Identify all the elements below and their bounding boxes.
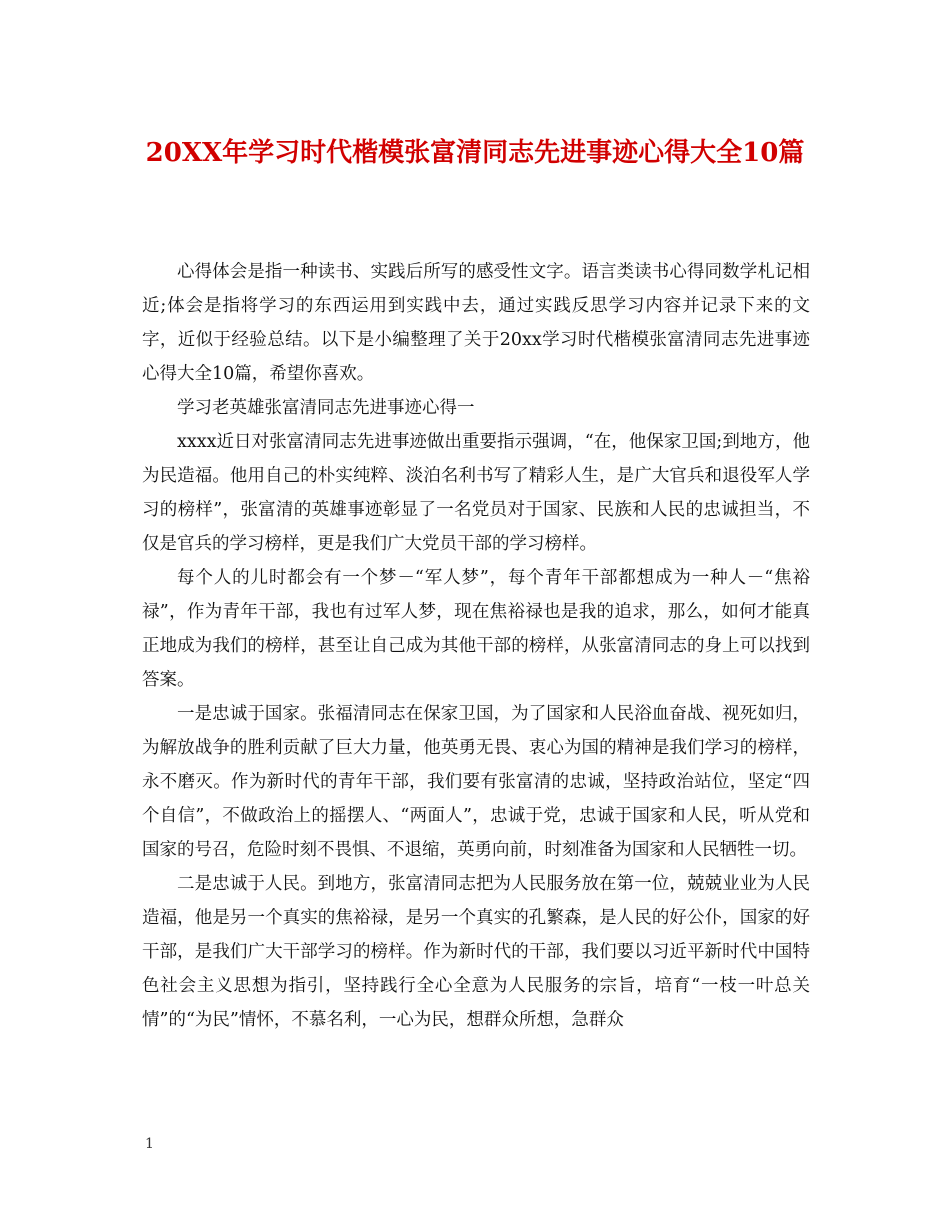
body-paragraph: xxxx近日对张富清同志先进事迹做出重要指示强调，“在，他保家卫国;到地方，他为民造福。他用自己的朴实纯粹、淡泊名利书写了精彩人生，是广大官兵和退役军人学习的榜样”，张富清的英雄事迹彰显了一名党员对于国家、民族和人民的忠诚担当，不仅是官兵的学习榜样，更是我们广大党员干部的学习榜样。 [142, 432, 810, 554]
page-number: 1 [145, 1136, 154, 1152]
section-heading: 学习老英雄张富清同志先进事迹心得一 [177, 398, 475, 418]
document-title: 20XX年学习时代楷模张富清同志先进事迹心得大全10篇 [145, 138, 805, 168]
body-paragraph: 一是忠诚于国家。张福清同志在保家卫国，为了国家和人民浴血奋战、视死如归，为解放战争的胜利贡献了巨大力量，他英勇无畏、衷心为国的精神是我们学习的榜样，永不磨灭。作为新时代的青年干部，我们要有张富清的忠诚，坚持政治站位，坚定“四个自信”，不做政治上的摇摆人、“两面人”，忠诚于党，忠诚于国家和人民，听从党和国家的号召，危险时刻不畏惧、不退缩，英勇向前，时刻准备为国家和人民牺牲一切。 [142, 704, 810, 860]
body-paragraph: 每个人的儿时都会有一个梦－“军人梦”，每个青年干部都想成为一种人－“焦裕禄”，作为青年干部，我也有过军人梦，现在焦裕禄也是我的追求，那么，如何才能真正地成为我们的榜样，甚至让自己成为其他干部的榜样，从张富清同志的身上可以找到答案。 [142, 568, 810, 690]
document-body [142, 255, 810, 1037]
intro-paragraph: 心得体会是指一种读书、实践后所写的感受性文字。语言类读书心得同数学札记相近;体会是指将学习的东西运用到实践中去，通过实践反思学习内容并记录下来的文字，近似于经验总结。以下是小编整理了关于20xx学习时代楷模张富清同志先进事迹心得大全10篇，希望你喜欢。 [142, 262, 810, 384]
body-paragraph: 二是忠诚于人民。到地方，张富清同志把为人民服务放在第一位，兢兢业业为人民造福，他是另一个真实的焦裕禄，是另一个真实的孔繁森，是人民的好公仆，国家的好干部，是我们广大干部学习的榜样。作为新时代的干部，我们要以习近平新时代中国特色社会主义思想为指引，坚持践行全心全意为人民服务的宗旨，培育“一枝一叶总关情”的“为民”情怀，不慕名利，一心为民，想群众所想，急群众 [142, 874, 810, 1030]
